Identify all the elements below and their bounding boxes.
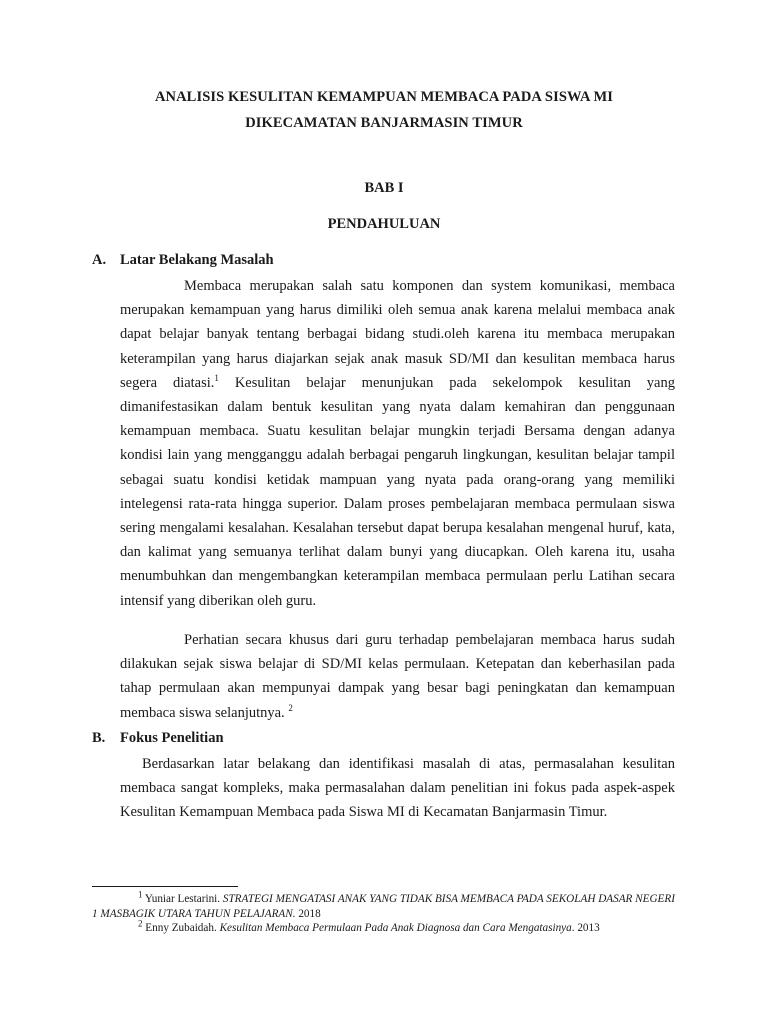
footnote-ref-1[interactable]: 1	[214, 372, 219, 383]
section-a-letter: A.	[92, 252, 107, 268]
section-a-paragraph-1	[120, 274, 675, 613]
chapter-number: BAB I	[364, 180, 404, 196]
footnote-1	[92, 889, 676, 921]
section-a-title: Latar Belakang Masalah	[120, 252, 274, 268]
section-b-letter: B.	[92, 730, 106, 746]
footnote-1-author: Yuniar Lestarini.	[142, 893, 223, 905]
title-line-1: ANALISIS KESULITAN KEMAMPUAN MEMBACA PADA SISWA MI	[154, 89, 614, 105]
footnote-2-title: Kesulitan Membaca Permulaan Pada Anak Diagnosa dan Cara Mengatasinya	[219, 922, 572, 934]
footnote-1-number: 1	[138, 889, 143, 900]
section-a-paragraph-1-part-1: Membaca merupakan salah satu komponen dan system komunikasi, membaca merupakan kemampuan yang harus dimiliki oleh semua anak karena melalui membaca anak dapat belajar banyak tentang berbagai bidang studi.oleh karena itu membaca merupakan keterampilan yang harus diajarkan sejak anak masuk SD/MI dan kesulitan membaca harus segera diatasi.	[120, 278, 675, 391]
footnote-1-title: STRATEGI MENGATASI ANAK YANG TIDAK BISA MEMBACA PADA SEKOLAH DASAR NEGERI 1 MASBAGIK UTARA TAHUN PELAJARAN.	[92, 893, 675, 920]
document-title	[92, 84, 676, 136]
section-b-paragraph-1: Berdasarkan latar belakang dan identifikasi masalah di atas, permasalahan kesulitan membaca sangat kompleks, maka permasalahan dalam penelitian ini fokus pada aspek-aspek Kesulitan Kemampuan Membaca pada Siswa MI di Kecamatan Banjarmasin Timur.	[120, 756, 675, 821]
section-b-heading	[92, 730, 224, 747]
section-a-paragraph-2-text: Perhatian secara khusus dari guru terhadap pembelajaran membaca harus sudah dilakukan sejak siswa belajar di SD/MI kelas permulaan. Ketepatan dan keberhasilan pada tahap permulaan akan mempunyai dampak yang besar bagi peningkatan dan kemampuan membaca siswa selanjutnya.	[120, 632, 675, 721]
footnote-ref-2[interactable]: 2	[288, 702, 293, 713]
chapter-title: PENDAHULUAN	[327, 216, 441, 232]
footnote-2-author: Enny Zubaidah.	[142, 922, 220, 934]
footnote-1-year: 2018	[295, 907, 321, 920]
footnote-2	[92, 918, 676, 936]
footnote-2-number: 2	[138, 918, 143, 929]
section-a-heading	[92, 252, 274, 269]
footnote-2-year: . 2013	[571, 922, 600, 934]
title-line-2: DIKECAMATAN BANJARMASIN TIMUR	[245, 115, 523, 131]
section-a-paragraph-1-part-2: Kesulitan belajar menunjukan pada sekelompok kesulitan yang dimanifestasikan dalam bentuk kesulitan yang nyata dalam kemahiran dan penggunaan kemampuan membaca. Suatu kesulitan belajar mungkin terjadi Bersama dengan adanya kondisi lain yang mengganggu adalah berbagai pengaruh lingkungan, kesulitan belajar tampil sebagai suatu kondisi ketidak mampuan yang nyata pada orang-orang yang memiliki intelegensi rata-rata hingga superior. Dalam proses pembelajaran membaca permulaan siswa sering mengalami kesalahan. Kesalahan tersebut dapat berupa kesalahan mengenal huruf, kata, dan kalimat yang semuanya terlihat dalam bunyi yang diucapkan. Oleh karena itu, usaha menumbuhkan dan mengembangkan keterampilan membaca permulaan perlu Latihan secara intensif yang diberikan oleh guru.	[120, 374, 675, 609]
section-b-title: Fokus Penelitian	[120, 730, 224, 746]
footnote-divider	[92, 886, 238, 887]
section-a-paragraph-2	[120, 628, 675, 725]
